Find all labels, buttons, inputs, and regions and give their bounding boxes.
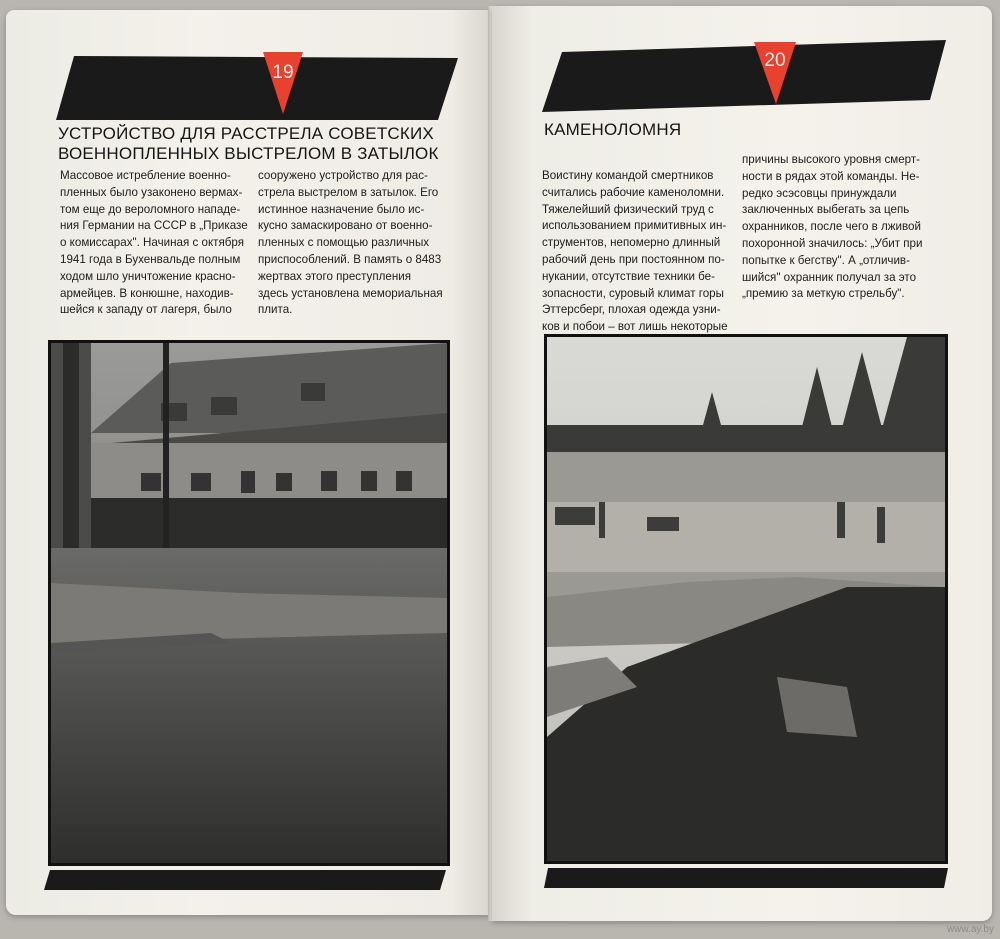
- page-number: 19: [272, 62, 294, 83]
- text-column-2: сооружено устройство для рас- стрела выстрелом в затылок. Его истинное назначение было ис- кусно замаскировано от военно- пленных с помощью различных приспособлений. В память о 8483 жертвах этого преступления здесь установлена мемориальная плита.: [258, 169, 443, 317]
- text-column-2: причины высокого уровня смерт- ности в рядах этой команды. Не- редко эсэсовцы принуждали заключенных выбегать за цепь охранников, после чего в лживой похоронной значилось: „Убит при попытке к бегству". А „отличив- шийся" охранник получал за это „премию за меткую стрельбу".: [742, 153, 923, 301]
- page-banner-left: [56, 48, 458, 122]
- banner-shape: [56, 48, 458, 122]
- stable-photo-image: [51, 343, 447, 863]
- banner-shape: [542, 38, 946, 114]
- text-column-1: Массовое истребление военно- пленных было узаконено вермах- том еще до вероломного нападе- ния Германии на СССР в „Приказе о комиссарах". Начиная с октября 1941 года в Бухенвальде полным ходом шло уничтожение красно- армейцев. В конюшне, находив- шейся к западу от лагеря, было: [60, 169, 248, 317]
- footer-bar-right: [544, 866, 948, 895]
- title-line-1: УСТРОЙСТВО ДЛЯ РАССТРЕЛА СОВЕТСКИХ: [58, 124, 434, 143]
- footer-bar-shape: [544, 866, 948, 890]
- title-line-2: ВОЕННОПЛЕННЫХ ВЫСТРЕЛОМ В ЗАТЫЛОК: [58, 144, 439, 163]
- right-page: [492, 6, 992, 921]
- page-banner-right: [542, 38, 946, 114]
- page-number: 20: [764, 50, 786, 71]
- text-column-1: Воистину командой смертников считались рабочие каменоломни. Тяжелейший физический труд с использованием примитивных ин- струментов, непомерно длинный рабочий день при постоянном по- нукании, отсутствие техники бе- зопасности, суровый климат горы Эттерсберг, плохая одежда узни- ков и побои – вот лишь некоторые: [542, 169, 728, 334]
- footer-bar-left: [44, 868, 446, 897]
- footer-bar-shape: [44, 868, 446, 892]
- stable-photo: [48, 340, 450, 866]
- page-title: [58, 124, 439, 164]
- quarry-photo-image: [547, 337, 945, 861]
- watermark: www.ay.by: [946, 924, 994, 935]
- page-title: КАМЕНОЛОМНЯ: [544, 120, 682, 139]
- quarry-photo: [544, 334, 948, 864]
- left-page: [6, 10, 490, 915]
